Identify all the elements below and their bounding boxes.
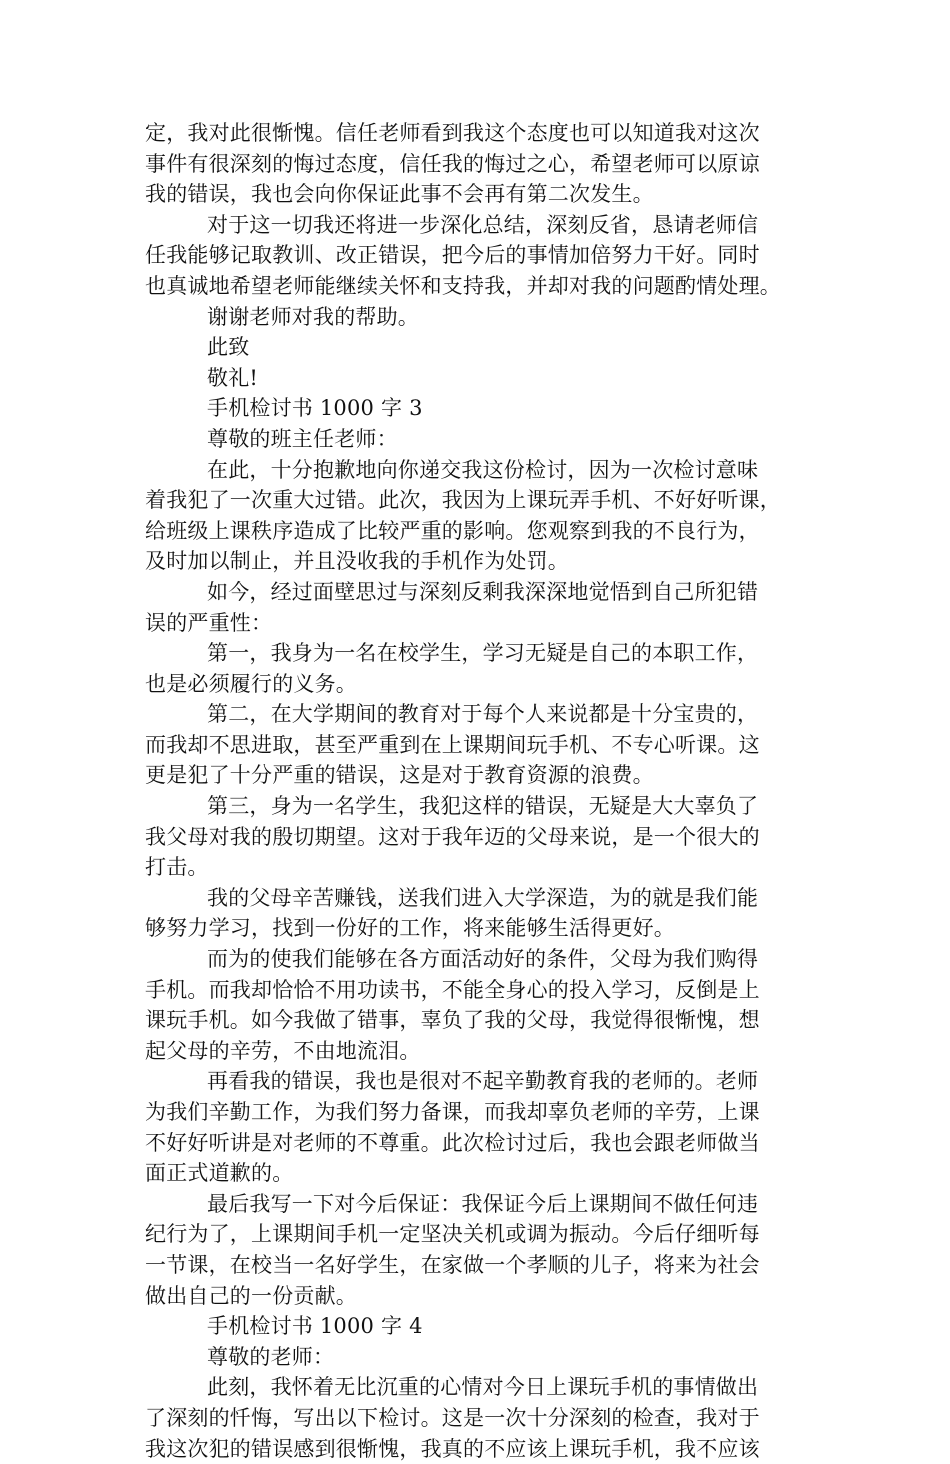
text-line: 起父母的辛劳，不由地流泪。	[145, 1038, 421, 1063]
text-line: 如今，经过面壁思过与深刻反剩我深深地觉悟到自己所犯错	[207, 579, 759, 604]
text-line: 一节课，在校当一名好学生，在家做一个孝顺的儿子，将来为社会	[145, 1252, 760, 1277]
text-line: 课玩手机。如今我做了错事，辜负了我的父母，我觉得很惭愧，想	[145, 1008, 760, 1033]
text-line: 误的严重性：	[145, 610, 273, 635]
text-line: 做出自己的一份贡献。	[145, 1283, 357, 1308]
text-line: 也真诚地希望老师能继续关怀和支持我，并却对我的问题酌情处理。	[145, 273, 781, 298]
text-line: 谢谢老师对我的帮助。	[207, 304, 419, 329]
text-line: 尊敬的班主任老师：	[207, 426, 398, 451]
text-line: 手机检讨书 1000 字 3	[207, 396, 423, 421]
text-line: 打击。	[145, 855, 209, 880]
text-line: 更是犯了十分严重的错误，这是对于教育资源的浪费。	[145, 763, 654, 788]
text-line: 第三，身为一名学生，我犯这样的错误，无疑是大大辜负了	[207, 794, 759, 819]
text-line: 手机。而我却恰恰不用功读书，不能全身心的投入学习，反倒是上	[145, 977, 760, 1002]
text-line: 为我们辛勤工作，为我们努力备课，而我却辜负老师的辛劳，上课	[145, 1100, 760, 1124]
text-line: 而为的使我们能够在各方面活动好的条件，父母为我们购得	[207, 947, 759, 972]
text-line: 着我犯了一次重大过错。此次，我因为上课玩弄手机、不好好听课，	[145, 488, 781, 513]
text-line: 了深刻的忏悔，写出以下检讨。这是一次十分深刻的检查，我对于	[145, 1405, 760, 1430]
text-line: 手机检讨书 1000 字 4	[207, 1314, 423, 1339]
text-line: 最后我写一下对今后保证：我保证今后上课期间不做任何违	[207, 1191, 759, 1216]
text-line: 对于这一切我还将进一步深化总结，深刻反省，恳请老师信	[207, 212, 759, 237]
text-line: 再看我的错误，我也是很对不起辛勤教育我的老师的。老师	[207, 1069, 759, 1094]
text-line: 此致	[207, 335, 250, 360]
text-line: 不好好听讲是对老师的不尊重。此次检讨过后，我也会跟老师做当	[145, 1130, 760, 1155]
text-line: 第一，我身为一名在校学生，学习无疑是自己的本职工作，	[207, 641, 759, 666]
text-line: 在此，十分抱歉地向你递交我这份检讨，因为一次检讨意味	[207, 457, 759, 482]
text-line: 敬礼!	[207, 365, 259, 390]
text-line: 够努力学习，找到一份好的工作，将来能够生活得更好。	[145, 916, 675, 941]
text-line: 定，我对此很惭愧。信任老师看到我这个态度也可以知道我对这次	[145, 121, 760, 145]
text-line: 给班级上课秩序造成了比较严重的影响。您观察到我的不良行为，	[145, 518, 760, 543]
text-line: 而我却不思进取，甚至严重到在上课期间玩手机、不专心听课。这	[145, 732, 760, 757]
text-line: 我的错误，我也会向你保证此事不会再有第二次发生。	[145, 182, 654, 207]
text-line: 我父母对我的殷切期望。这对于我年迈的父母来说，是一个很大的	[145, 824, 760, 849]
text-line: 任我能够记取教训、改正错误，把今后的事情加倍努力干好。同时	[145, 243, 760, 268]
text-line: 及时加以制止，并且没收我的手机作为处罚。	[145, 549, 569, 574]
text-line: 尊敬的老师：	[207, 1344, 335, 1369]
text-line: 我的父母辛苦赚钱，送我们进入大学深造，为的就是我们能	[207, 885, 759, 910]
text-line: 面正式道歉的。	[145, 1161, 294, 1186]
text-line: 事件有很深刻的悔过态度，信任我的悔过之心，希望老师可以原谅	[145, 151, 760, 176]
text-line: 我这次犯的错误感到很惭愧，我真的不应该上课玩手机，我不应该	[145, 1436, 760, 1461]
text-line: 此刻，我怀着无比沉重的心情对今日上课玩手机的事情做出	[207, 1375, 759, 1400]
document-body	[145, 118, 825, 1464]
text-line: 也是必须履行的义务。	[145, 671, 357, 696]
text-line: 第二，在大学期间的教育对于每个人来说都是十分宝贵的，	[207, 702, 759, 727]
text-line: 纪行为了，上课期间手机一定坚决关机或调为振动。今后仔细听每	[145, 1222, 760, 1247]
